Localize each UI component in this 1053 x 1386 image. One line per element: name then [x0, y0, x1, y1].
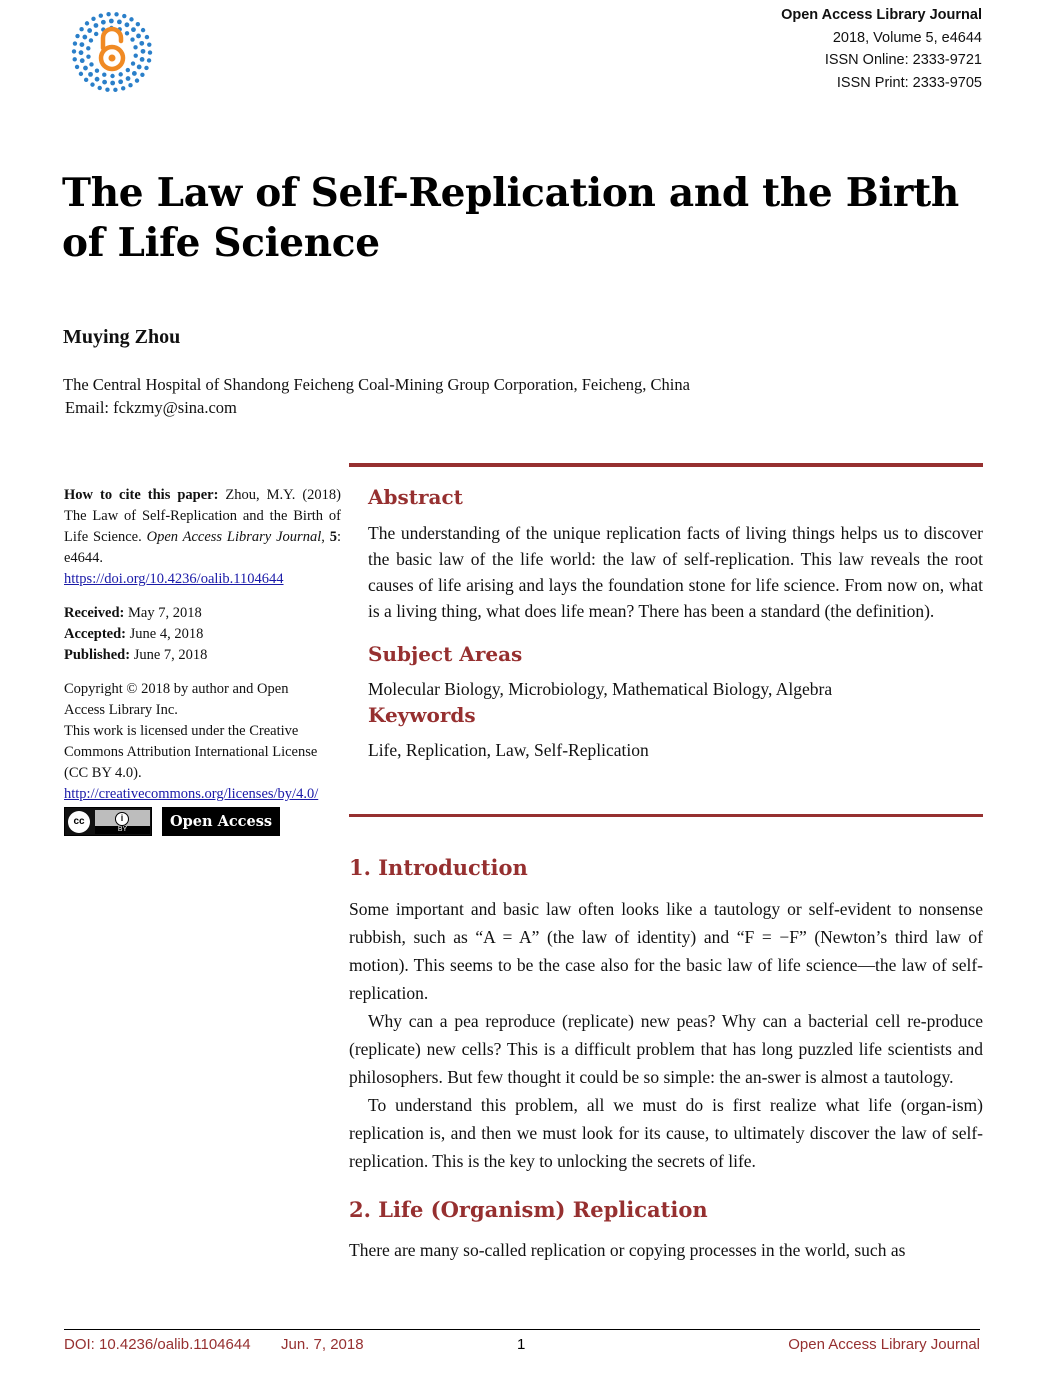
accepted-row [64, 624, 341, 645]
footer-date: Jun. 7, 2018 [281, 1336, 364, 1353]
section-1-paragraph-2: Why can a pea reproduce (replicate) new peas? Why can a bacterial cell re-produce (replicate) new cells? This is a difficult problem that has long puzzled life scientists and philosophers. But few thought it could be so simple: the an-swer is almost a tautology. [349, 1011, 983, 1087]
citation-block: How to cite this paper: Zhou, M.Y. (2018) The Law of Self-Replication and the Birth of Life Science. Open Access Library Journal, 5: e4644. https://doi.org/10.4236/oalib.1104644 [64, 487, 342, 587]
subject-areas: Molecular Biology, Microbiology, Mathematical Biology, Algebra [368, 679, 833, 699]
journal-volume: 2018, Volume 5, e4644 [832, 29, 982, 46]
cc-by-badge[interactable] [64, 807, 152, 836]
affiliation: The Central Hospital of Shandong Feicheng Coal-Mining Group Corporation, Feicheng, China [63, 375, 690, 394]
author-email: Email: fckzmy@sina.com [65, 398, 237, 417]
by-section [95, 810, 150, 834]
abstract-bottom-rule [349, 814, 983, 817]
open-access-lock-icon [70, 10, 154, 94]
section-2-heading: 2. Life (Organism) Replication [349, 1197, 708, 1222]
by-label: BY [95, 826, 150, 834]
published-row [64, 645, 341, 666]
affiliation-block [63, 373, 690, 419]
section-2-paragraph-1: There are many so-called replication or copying processes in the world, such as [349, 1240, 906, 1260]
accepted-date: June 4, 2018 [129, 626, 204, 642]
subject-areas-heading: Subject Areas [368, 642, 523, 666]
attribution-person-icon: i [115, 812, 129, 826]
paper-title: The Law of Self-Replication and the Birth of Life Science [62, 170, 959, 266]
open-access-badge: Open Access [162, 807, 280, 836]
license-block [64, 679, 324, 805]
license-link[interactable]: http://creativecommons.org/licenses/by/4.0/ [64, 786, 319, 802]
footer-rule [64, 1329, 980, 1330]
received-date: May 7, 2018 [128, 605, 202, 621]
cite-id: : e4644. [64, 529, 342, 566]
copyright-text: Copyright © 2018 by author and Open Access Library Inc. [64, 681, 289, 718]
abstract-top-rule [349, 463, 983, 467]
author-name: Muying Zhou [63, 326, 181, 348]
license-text: This work is licensed under the Creative Commons Attribution International License (CC BY 4.0). [64, 723, 318, 781]
cite-volume: 5 [329, 529, 337, 545]
section-1-paragraph-1: Some important and basic law often looks like a tautology or self-evident to nonsense rubbish, such as “A = A” (the law of identity) and “F = −F” (Newton’s third law of motion). This seems to be the case also for the basic law of life science—the law of self-replication. [349, 899, 983, 1003]
abstract-heading: Abstract [368, 485, 463, 509]
doi-link[interactable]: https://doi.org/10.4236/oalib.1104644 [64, 571, 284, 587]
page-number: 1 [517, 1336, 526, 1353]
journal-name: Open Access Library Journal [781, 7, 982, 23]
footer-journal: Open Access Library Journal [788, 1336, 980, 1353]
section-1-heading: 1. Introduction [349, 855, 528, 880]
cc-icon: cc [68, 811, 90, 833]
open-access-logo [70, 10, 154, 94]
footer-doi: DOI: 10.4236/oalib.1104644 [64, 1336, 251, 1353]
keywords-heading: Keywords [368, 703, 476, 727]
abstract-section [368, 485, 983, 763]
received-label: Received: [64, 605, 125, 621]
dates-block [64, 603, 341, 666]
received-row [64, 603, 341, 624]
cite-authors: Zhou, M.Y. (2018) The Law of Self-Replication and the Birth of Life Science. [64, 487, 342, 545]
issn-online: ISSN Online: 2333-9721 [824, 52, 982, 68]
license-badges [64, 807, 341, 836]
issn-print: ISSN Print: 2333-9705 [836, 74, 982, 91]
sidebar [64, 485, 341, 836]
cite-label: How to cite this paper: [64, 487, 219, 503]
accepted-label: Accepted: [64, 626, 127, 642]
published-label: Published: [64, 647, 131, 663]
section-1-paragraph-3: To understand this problem, all we must do is first realize what life (organ-ism) replication is, and then we must look for its cause, to ultimately discover the law of self-replication. This is the key to unlocking the secrets of life. [349, 1095, 983, 1171]
keywords: Life, Replication, Law, Self-Replication [368, 740, 649, 760]
main-body [349, 855, 983, 1264]
published-date: June 7, 2018 [133, 647, 208, 663]
journal-info [781, 4, 982, 94]
cite-journal: Open Access Library Journal [146, 529, 322, 545]
abstract-text: The understanding of the unique replication facts of living things helps us to discover the basic law of the life world: the law of self-replication. This law reveals the root causes of life arising and lays the foundation stone for life science. From now on, what is a living thing, what does life mean? There has been a standard (the definition). [368, 523, 983, 621]
